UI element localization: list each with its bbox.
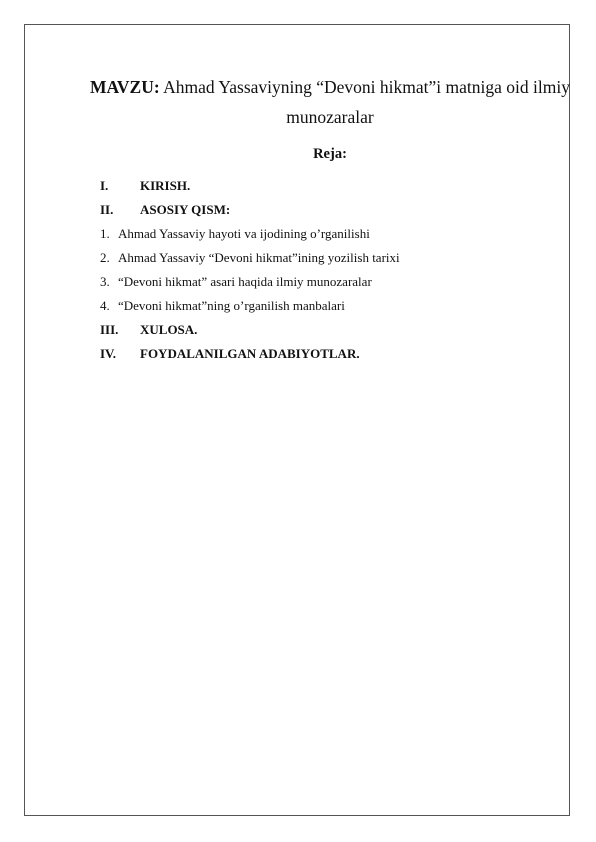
outline-item-number: IV. (100, 346, 117, 361)
outline-item-4 (100, 344, 560, 368)
outline-subitem-1 (100, 224, 560, 248)
page-border (24, 24, 570, 816)
outline-subitem-2 (100, 248, 560, 272)
outline-subitem-number: 2. (100, 250, 110, 265)
outline-item-text: ASOSIY QISM: (140, 202, 231, 217)
document-title (70, 72, 590, 132)
outline-item-number: I. (100, 178, 109, 193)
outline-subitem-number: 1. (100, 226, 110, 241)
outline-subitem-text: Ahmad Yassaviy hayoti va ijodining o’rganilishi (118, 226, 370, 241)
plan-outline (100, 176, 560, 368)
outline-item-text: KIRISH. (140, 178, 191, 193)
outline-subitem-4 (100, 296, 560, 320)
outline-item-text: FOYDALANILGAN ADABIYOTLAR. (140, 346, 360, 361)
outline-item-text: XULOSA. (140, 322, 198, 337)
outline-subitem-text: “Devoni hikmat” asari haqida ilmiy munozaralar (118, 274, 372, 289)
outline-item-2 (100, 200, 560, 224)
outline-item-1 (100, 176, 560, 200)
title-prefix: MAVZU: (90, 77, 160, 97)
outline-item-number: II. (100, 202, 114, 217)
outline-subitem-text: “Devoni hikmat”ning o’rganilish manbalari (118, 298, 345, 313)
title-text: Ahmad Yassaviyning “Devoni hikmat”i matniga oid ilmiy munozaralar (163, 77, 570, 127)
plan-heading: Reja: (313, 146, 347, 162)
outline-subitem-3 (100, 272, 560, 296)
outline-subitem-number: 4. (100, 298, 110, 313)
outline-subitem-number: 3. (100, 274, 110, 289)
outline-item-3 (100, 320, 560, 344)
outline-subitem-text: Ahmad Yassaviy “Devoni hikmat”ining yozilish tarixi (118, 250, 400, 265)
outline-item-number: III. (100, 322, 119, 337)
